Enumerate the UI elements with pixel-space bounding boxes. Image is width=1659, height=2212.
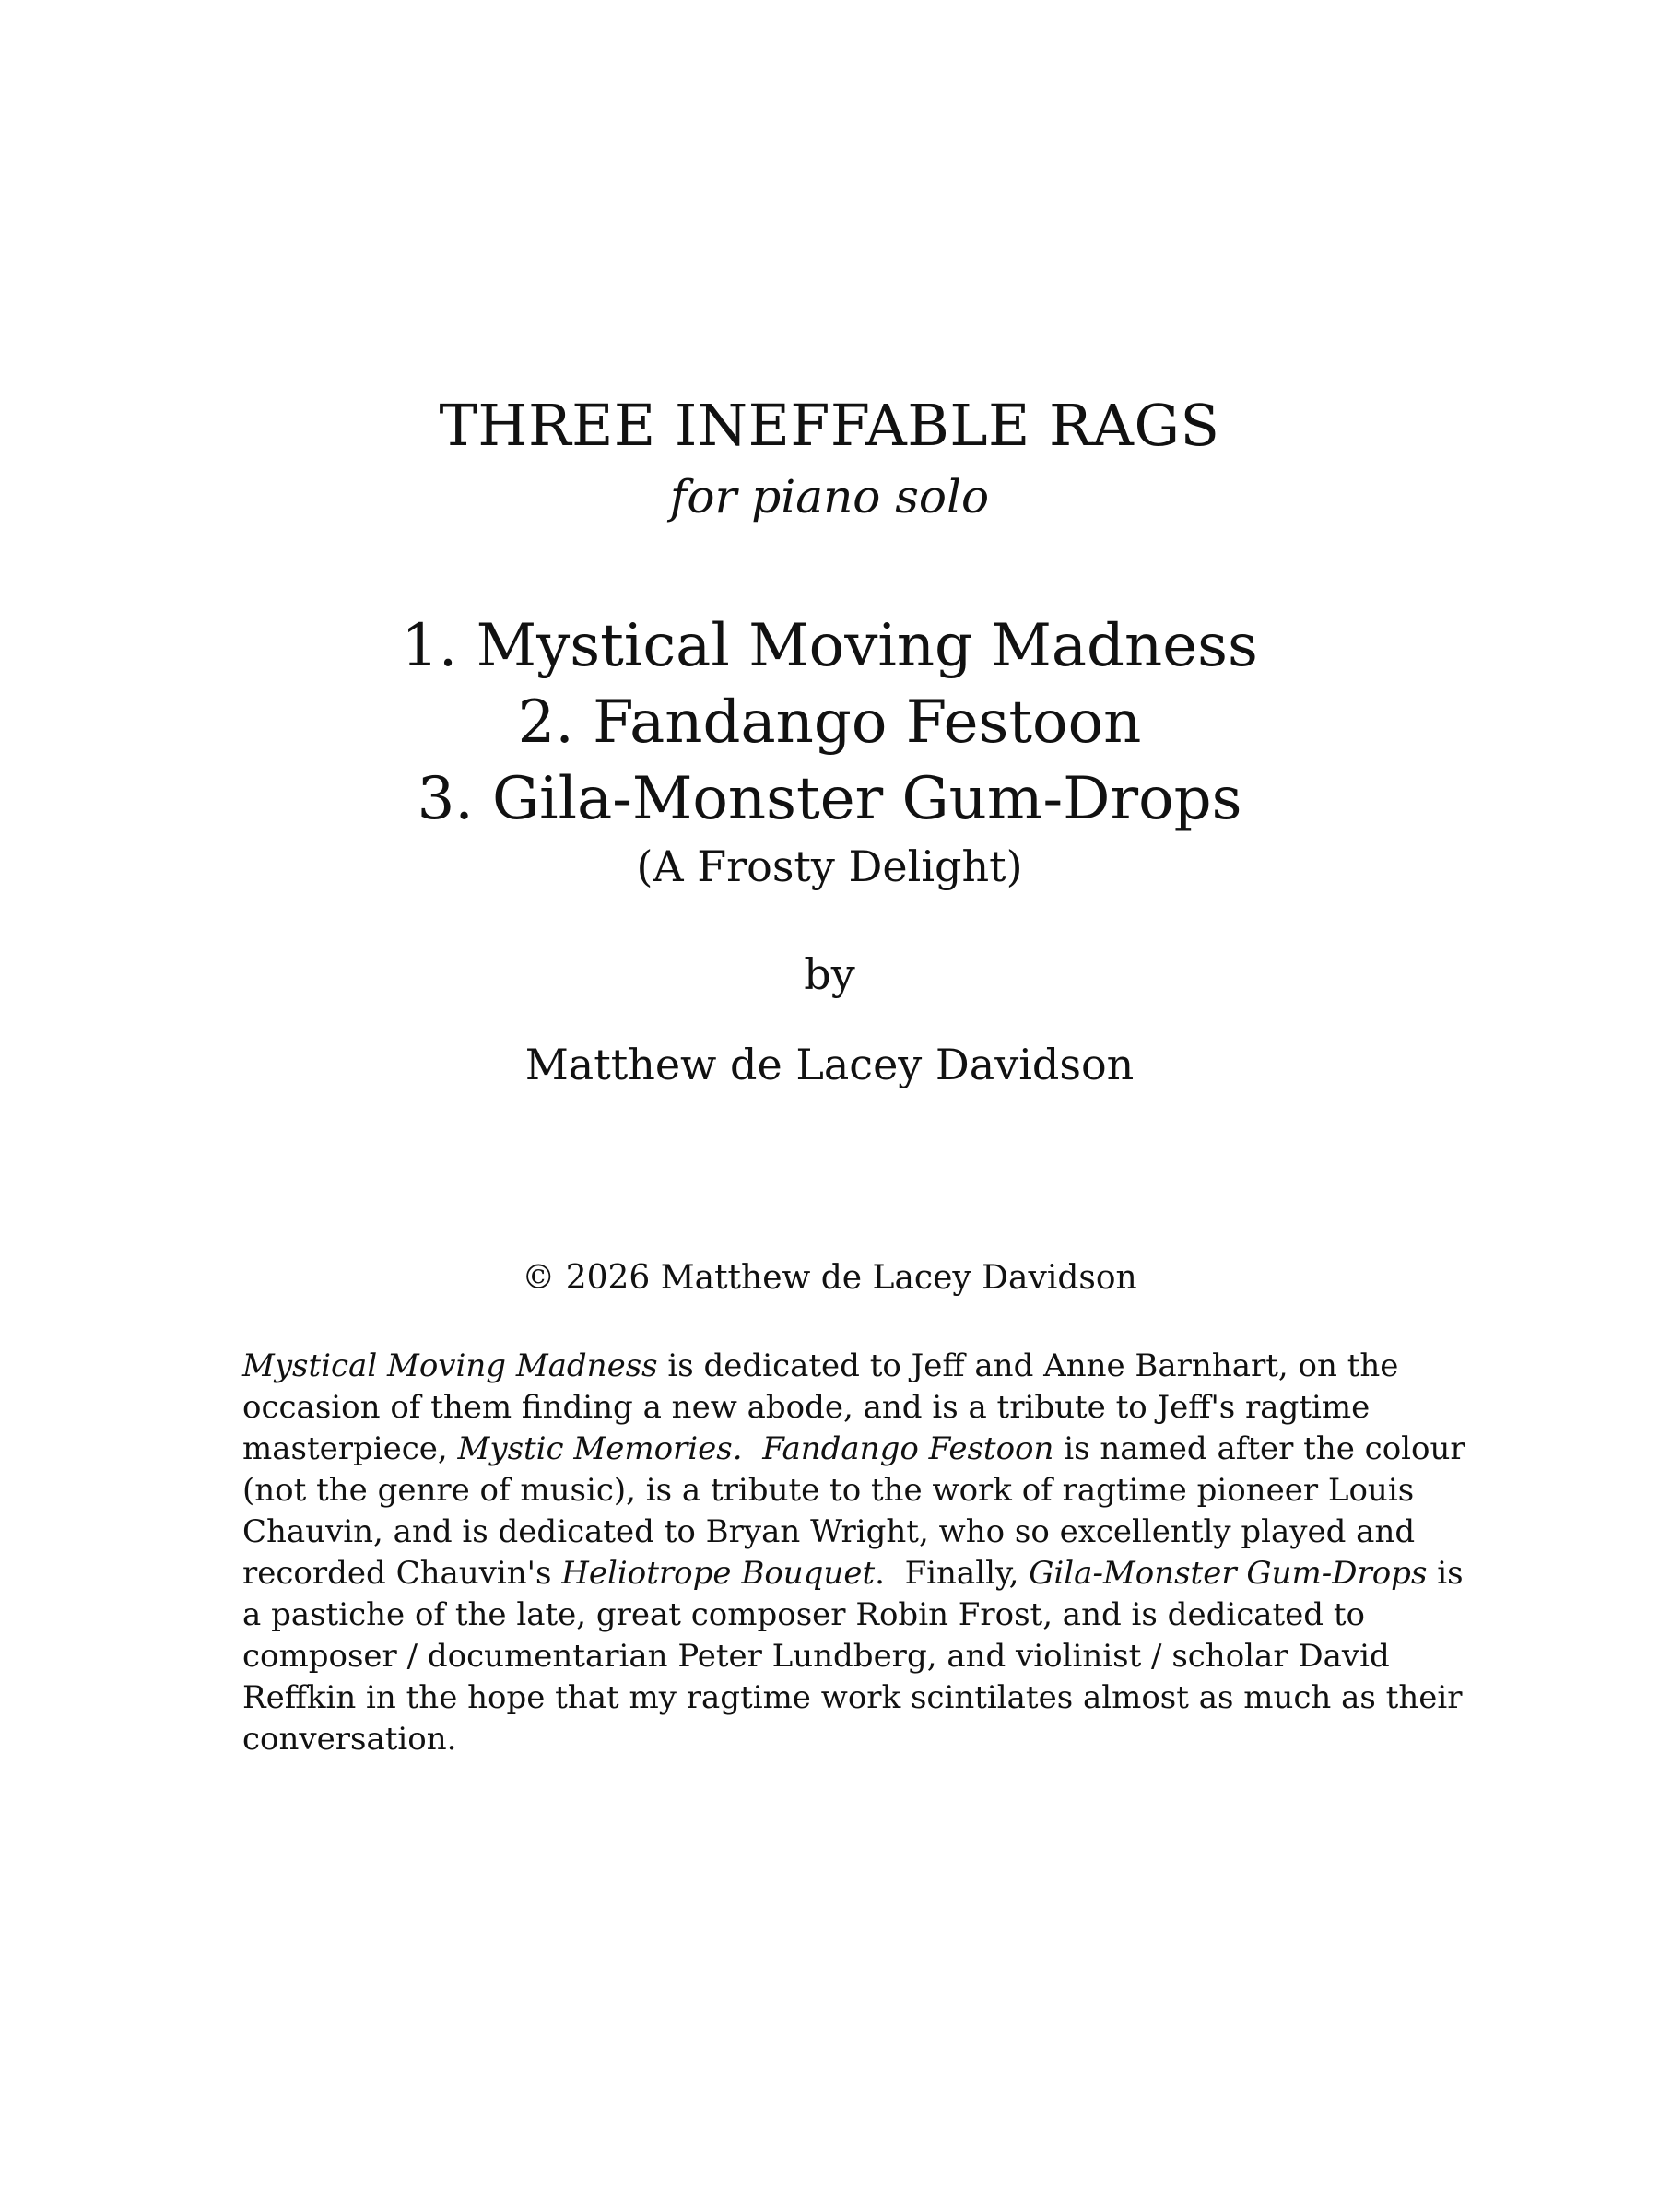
notes-line: composer / documentarian Peter Lundberg, and violinist / scholar David xyxy=(242,1638,1390,1675)
notes-text: is xyxy=(1427,1555,1464,1592)
work-title-reference: Fandango Festoon xyxy=(762,1430,1054,1467)
work-title-reference: Gila-Monster Gum-Drops xyxy=(1029,1555,1428,1592)
notes-line: a pastiche of the late, great composer Robin Frost, and is dedicated to xyxy=(242,1596,1366,1633)
notes-line xyxy=(242,1553,1464,1594)
notes-text: recorded Chauvin's xyxy=(242,1555,562,1592)
notes-line: conversation. xyxy=(242,1721,457,1758)
movement-3-subtitle: (A Frosty Delight) xyxy=(636,841,1023,891)
composer-name: Matthew de Lacey Davidson xyxy=(524,1040,1135,1089)
movement-1-title: 1. Mystical Moving Madness xyxy=(401,612,1258,680)
by-line: by xyxy=(804,949,855,999)
notes-line xyxy=(242,1346,1441,1387)
notes-line: (not the genre of music), is a tribute to the work of ragtime pioneer Louis xyxy=(242,1472,1415,1509)
notes-text xyxy=(743,1430,763,1467)
copyright-notice: © 2026 Matthew de Lacey Davidson xyxy=(522,1259,1137,1297)
instrumentation-subtitle: for piano solo xyxy=(669,470,990,524)
notes-text: masterpiece, xyxy=(242,1430,458,1467)
notes-text: is named after the colour xyxy=(1053,1430,1465,1467)
work-title: THREE INEFFABLE RAGS xyxy=(439,392,1220,459)
work-title-reference: Heliotrope Bouquet xyxy=(561,1555,876,1592)
work-title-reference: Mystical Moving Madness xyxy=(242,1347,658,1384)
work-title-reference: Mystic Memories. xyxy=(457,1430,743,1467)
movement-2-title: 2. Fandango Festoon xyxy=(517,688,1142,757)
notes-text: is dedicated to Jeff and Anne Barnhart, on the xyxy=(657,1347,1399,1384)
notes-text: . Finally, xyxy=(875,1555,1030,1592)
movement-3-title: 3. Gila-Monster Gum-Drops xyxy=(417,765,1242,833)
notes-line xyxy=(242,1429,1465,1470)
notes-line: Chauvin, and is dedicated to Bryan Wright, who so excellently played and xyxy=(242,1513,1416,1550)
notes-line: Reffkin in the hope that my ragtime work scintilates almost as much as their xyxy=(242,1679,1463,1716)
dedication-notes xyxy=(242,1346,1465,1760)
notes-line: occasion of them finding a new abode, and is a tribute to Jeff's ragtime xyxy=(242,1389,1371,1426)
movement-list xyxy=(0,608,1659,895)
